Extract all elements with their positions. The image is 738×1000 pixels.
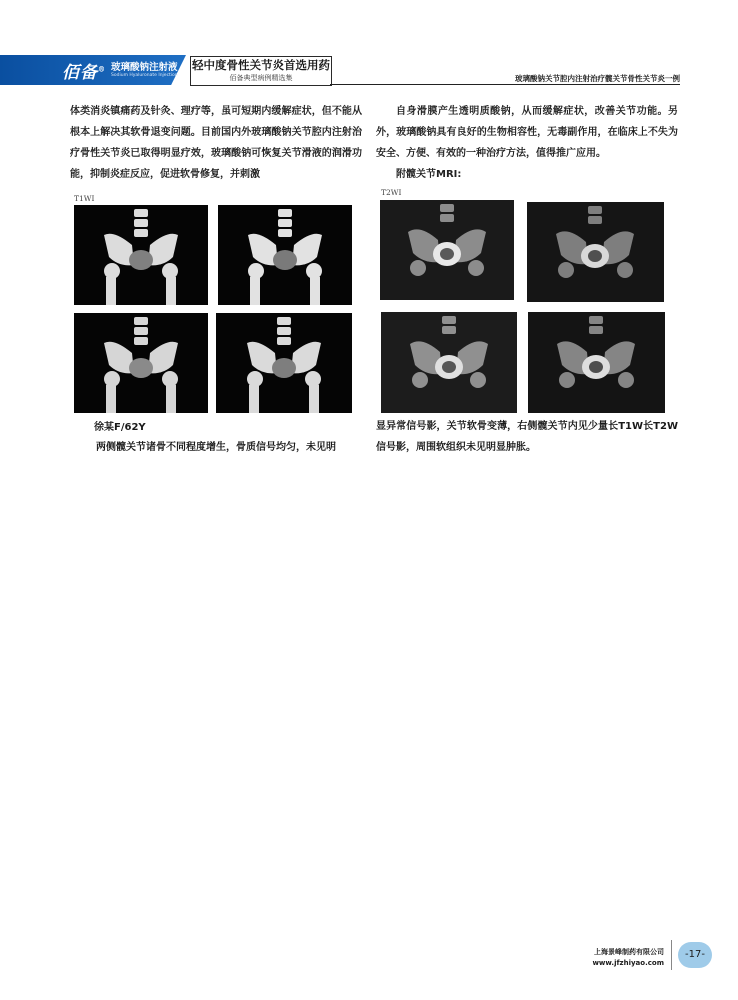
findings-end <box>376 416 678 458</box>
mri-t2-image-3 <box>381 312 517 413</box>
mri-t1-image-1 <box>74 205 208 305</box>
brand-product-name: 玻璃酸钠注射液 <box>111 62 178 73</box>
series-title: 轻中度骨性关节炎首选用药 <box>192 58 330 72</box>
running-title: 玻璃酸钠关节腔内注射治疗髋关节骨性关节炎一例 <box>515 74 680 83</box>
mri-t1-image-2 <box>218 205 352 305</box>
patient-info: 徐某F/62Y <box>94 422 146 433</box>
findings-start-text: 两侧髋关节诸骨不同程度增生，骨质信号均匀，未见明 <box>96 442 336 453</box>
left-column <box>70 101 362 185</box>
mri-t2-image-1 <box>380 200 514 300</box>
left-paragraph: 体类消炎镇痛药及针灸、理疗等，虽可短期内缓解症状，但不能从根本上解决其软骨退变问题。目前国内外玻璃酸钠关节腔内注射治疗骨性关节炎已取得明显疗效，玻璃酸钠可恢复关节滑液的润滑功能，抑制炎症反应，促进软骨修复，并刺激 <box>70 106 362 180</box>
right-paragraph: 自身滑膜产生透明质酸钠，从而缓解症状，改善关节功能。另外，玻璃酸钠具有良好的生物相容性，无毒副作用，在临床上不失为安全、方便、有效的一种治疗方法，值得推广应用。 <box>376 106 678 159</box>
findings-end-text: 显异常信号影，关节软骨变薄，右侧髋关节内见少量长T1W长T2W信号影，周围软组织未见明显肿胀。 <box>376 421 678 453</box>
mri-t1-image-4 <box>216 313 352 413</box>
company-name: 上海景峰制药有限公司 <box>594 948 664 956</box>
publisher-info <box>592 947 664 969</box>
t2-label: T2WI <box>381 188 402 197</box>
header-divider <box>330 84 680 85</box>
findings-start <box>96 437 364 458</box>
attachment-heading: 附髋关节MRI: <box>396 169 462 180</box>
footer-divider <box>671 940 672 970</box>
right-column <box>376 101 678 185</box>
series-subtitle: 佰备典型病例精选集 <box>229 74 293 82</box>
series-title-box <box>190 56 332 86</box>
mri-t1-image-3 <box>74 313 208 413</box>
mri-t2-image-2 <box>527 202 664 302</box>
brand-logo: 佰备® <box>62 63 106 83</box>
company-website: www.jfzhiyao.com <box>592 959 664 967</box>
brand-product-english: Sodium Hyaluronate Injection <box>111 73 178 78</box>
mri-t2-image-4 <box>528 312 665 413</box>
page-number: -17- <box>678 942 712 968</box>
t1-label: T1WI <box>74 194 95 203</box>
